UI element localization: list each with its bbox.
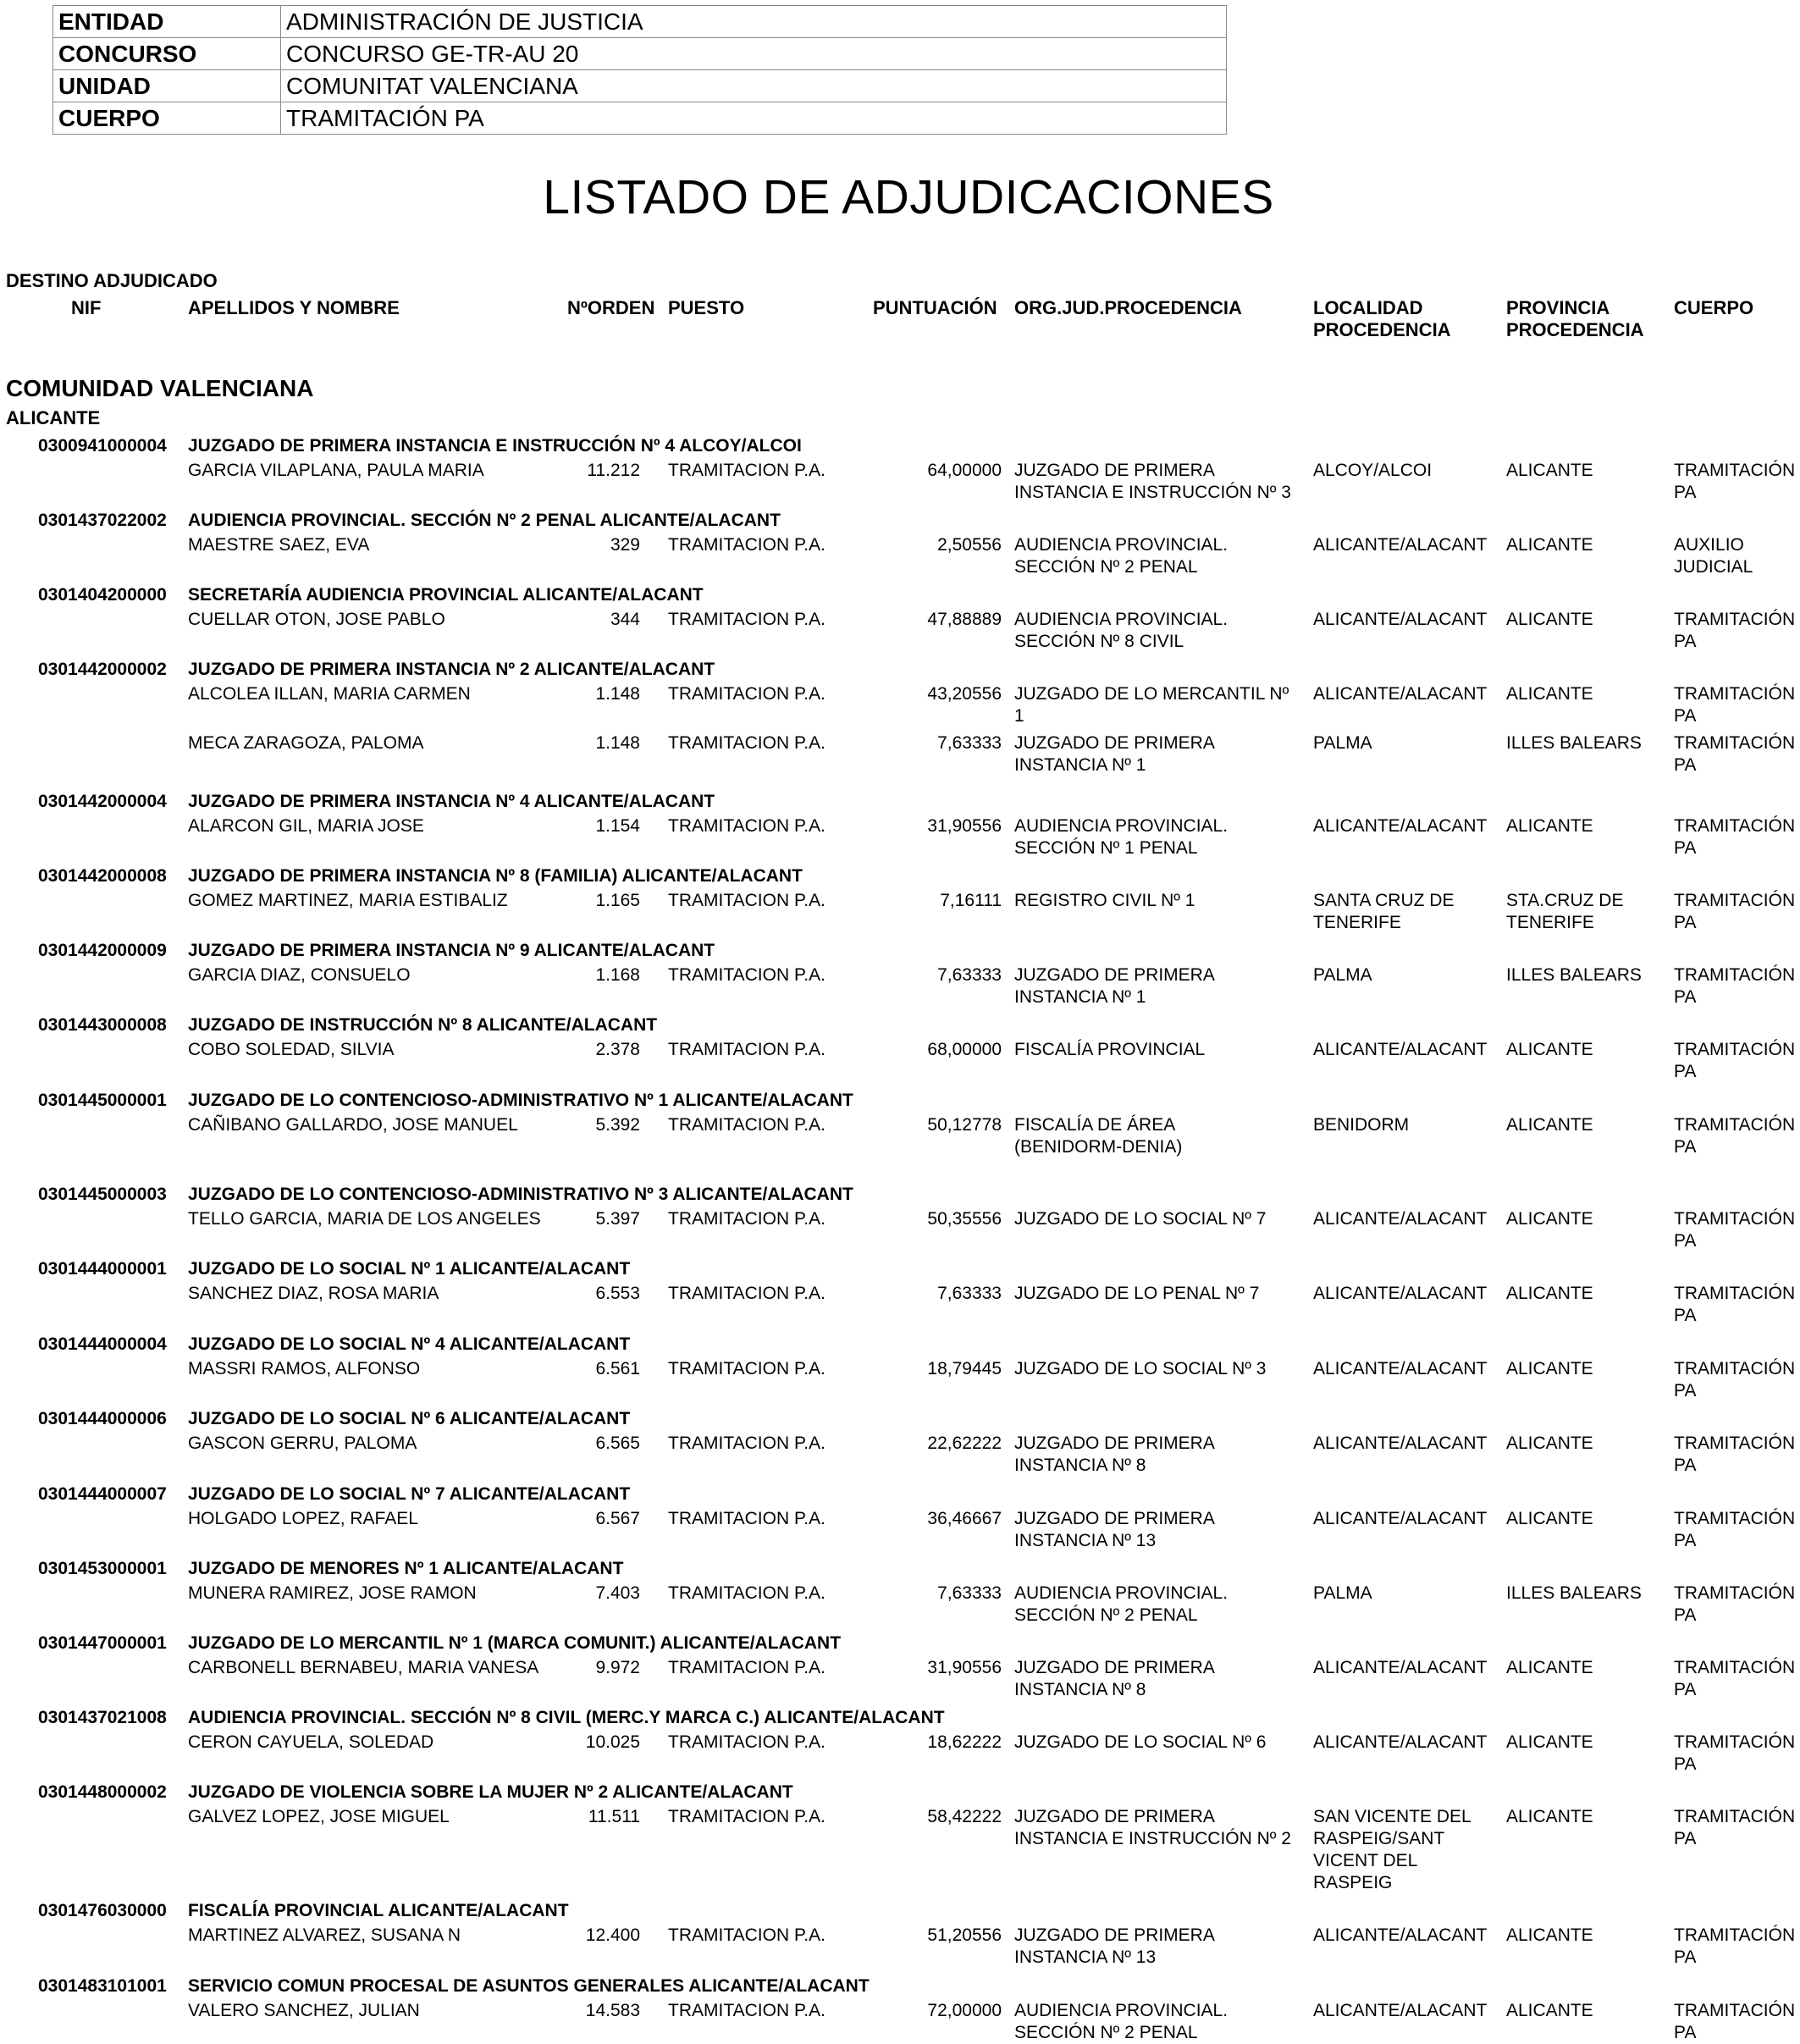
group-code: 0301437021008 (38, 1708, 167, 1727)
row-localidad: ALICANTE/ALACANT (1313, 1925, 1488, 1945)
group-name: JUZGADO DE MENORES Nº 1 ALICANTE/ALACANT (188, 1559, 624, 1578)
group-name: JUZGADO DE PRIMERA INSTANCIA Nº 4 ALICANTE/ALACANT (188, 792, 715, 811)
row-orden: 6.565 (595, 1434, 640, 1453)
row-nombre: ALCOLEA ILLAN, MARIA CARMEN (188, 684, 471, 704)
row-orden: 14.583 (585, 2001, 640, 2020)
row-localidad: ALICANTE/ALACANT (1313, 535, 1488, 555)
row-orden: 10.025 (585, 1732, 640, 1752)
row-localidad: ALICANTE/ALACANT (1313, 1434, 1488, 1453)
row-puntuacion: 50,35556 (927, 1209, 1002, 1229)
row-provincia: ILLES BALEARS (1506, 1583, 1642, 1603)
row-orden: 2.378 (595, 1040, 640, 1059)
row-cuerpo: TRAMITACIÓN PA (1674, 1115, 1796, 1157)
row-nombre: GALVEZ LOPEZ, JOSE MIGUEL (188, 1807, 450, 1826)
group-name: JUZGADO DE LO MERCANTIL Nº 1 (MARCA COMUNIT.) ALICANTE/ALACANT (188, 1633, 842, 1653)
row-cuerpo: TRAMITACIÓN PA (1674, 1434, 1796, 1475)
row-puntuacion: 36,46667 (927, 1509, 1002, 1528)
row-org-procedencia: JUZGADO DE PRIMERA INSTANCIA E INSTRUCCIÓN Nº 3 (1014, 461, 1291, 502)
row-org-procedencia: JUZGADO DE PRIMERA INSTANCIA Nº 13 (1014, 1925, 1215, 1967)
header-value: COMUNITAT VALENCIANA (281, 70, 1227, 102)
row-provincia: ALICANTE (1506, 816, 1593, 836)
group-code: 0301444000001 (38, 1259, 167, 1279)
header-row (53, 102, 1227, 135)
row-orden: 6.553 (595, 1284, 640, 1303)
row-provincia: ALICANTE (1506, 1434, 1593, 1453)
row-localidad: ALICANTE/ALACANT (1313, 1359, 1488, 1378)
row-provincia: ALICANTE (1506, 1732, 1593, 1752)
row-org-procedencia: JUZGADO DE PRIMERA INSTANCIA Nº 8 (1014, 1434, 1215, 1475)
row-provincia: ALICANTE (1506, 535, 1593, 555)
row-puesto: TRAMITACION P.A. (668, 1583, 825, 1603)
group-code: 0301442000002 (38, 660, 167, 679)
row-orden: 344 (610, 610, 640, 629)
row-org-procedencia: JUZGADO DE PRIMERA INSTANCIA E INSTRUCCIÓN Nº 2 (1014, 1807, 1291, 1848)
row-puesto: TRAMITACION P.A. (668, 1925, 825, 1945)
row-localidad: ALICANTE/ALACANT (1313, 684, 1488, 704)
row-provincia: ALICANTE (1506, 1807, 1593, 1826)
row-cuerpo: TRAMITACIÓN PA (1674, 1209, 1796, 1251)
row-puesto: TRAMITACION P.A. (668, 1209, 825, 1229)
column-header-puntuacion: PUNTUACIÓN (873, 297, 997, 318)
row-puesto: TRAMITACION P.A. (668, 1040, 825, 1059)
row-puesto: TRAMITACION P.A. (668, 1732, 825, 1752)
group-code: 0301476030000 (38, 1901, 167, 1920)
row-puesto: TRAMITACION P.A. (668, 816, 825, 836)
row-nombre: MAESTRE SAEZ, EVA (188, 535, 370, 555)
row-localidad: ALCOY/ALCOI (1313, 461, 1433, 480)
row-cuerpo: AUXILIO JUDICIAL (1674, 535, 1753, 577)
group-name: AUDIENCIA PROVINCIAL. SECCIÓN Nº 2 PENAL ALICANTE/ALACANT (188, 511, 781, 530)
row-puntuacion: 18,79445 (927, 1359, 1002, 1378)
group-name: JUZGADO DE PRIMERA INSTANCIA Nº 9 ALICANTE/ALACANT (188, 941, 715, 960)
row-cuerpo: TRAMITACIÓN PA (1674, 891, 1796, 932)
row-puntuacion: 7,63333 (937, 1284, 1002, 1303)
row-nombre: MUNERA RAMIREZ, JOSE RAMON (188, 1583, 477, 1603)
row-localidad: ALICANTE/ALACANT (1313, 610, 1488, 629)
column-header-nif: NIF (71, 297, 102, 318)
row-provincia: ALICANTE (1506, 1359, 1593, 1378)
row-localidad: ALICANTE/ALACANT (1313, 2001, 1488, 2020)
row-org-procedencia: JUZGADO DE LO MERCANTIL Nº 1 (1014, 684, 1289, 726)
group-code: 0301445000001 (38, 1091, 167, 1110)
row-orden: 1.148 (595, 684, 640, 704)
group-code: 0301483101001 (38, 1976, 167, 1996)
row-org-procedencia: JUZGADO DE LO PENAL Nº 7 (1014, 1284, 1260, 1303)
row-org-procedencia: JUZGADO DE PRIMERA INSTANCIA Nº 1 (1014, 733, 1215, 775)
row-localidad: ALICANTE/ALACANT (1313, 1658, 1488, 1677)
province-heading: ALICANTE (6, 407, 101, 428)
group-code: 0301442000004 (38, 792, 167, 811)
row-provincia: ALICANTE (1506, 1925, 1593, 1945)
row-provincia: STA.CRUZ DE TENERIFE (1506, 891, 1624, 932)
row-puntuacion: 50,12778 (927, 1115, 1002, 1135)
row-cuerpo: TRAMITACIÓN PA (1674, 461, 1796, 502)
row-puesto: TRAMITACION P.A. (668, 1284, 825, 1303)
row-puntuacion: 51,20556 (927, 1925, 1002, 1945)
header-value: ADMINISTRACIÓN DE JUSTICIA (281, 6, 1227, 38)
row-localidad: PALMA (1313, 733, 1372, 753)
group-name: JUZGADO DE INSTRUCCIÓN Nº 8 ALICANTE/ALACANT (188, 1015, 658, 1035)
row-cuerpo: TRAMITACIÓN PA (1674, 733, 1796, 775)
row-puntuacion: 64,00000 (927, 461, 1002, 480)
row-puesto: TRAMITACION P.A. (668, 461, 825, 480)
row-puntuacion: 58,42222 (927, 1807, 1002, 1826)
row-orden: 11.511 (588, 1807, 640, 1826)
header-label: UNIDAD (53, 70, 281, 102)
row-cuerpo: TRAMITACIÓN PA (1674, 2001, 1796, 2042)
group-code: 0301442000008 (38, 866, 167, 886)
row-cuerpo: TRAMITACIÓN PA (1674, 1040, 1796, 1081)
group-name: JUZGADO DE PRIMERA INSTANCIA Nº 8 (FAMILIA) ALICANTE/ALACANT (188, 866, 803, 886)
column-header-localidad: LOCALIDAD PROCEDENCIA (1313, 297, 1451, 340)
row-nombre: GARCIA DIAZ, CONSUELO (188, 965, 411, 985)
row-orden: 12.400 (585, 1925, 640, 1945)
group-code: 0301448000002 (38, 1782, 167, 1802)
row-puntuacion: 2,50556 (937, 535, 1002, 555)
row-org-procedencia: AUDIENCIA PROVINCIAL. SECCIÓN Nº 2 PENAL (1014, 1583, 1229, 1625)
row-puesto: TRAMITACION P.A. (668, 1115, 825, 1135)
row-puesto: TRAMITACION P.A. (668, 535, 825, 555)
row-puntuacion: 43,20556 (927, 684, 1002, 704)
row-cuerpo: TRAMITACIÓN PA (1674, 1658, 1796, 1699)
group-code: 0301442000009 (38, 941, 167, 960)
row-localidad: ALICANTE/ALACANT (1313, 816, 1488, 836)
row-puesto: TRAMITACION P.A. (668, 684, 825, 704)
row-puesto: TRAMITACION P.A. (668, 1434, 825, 1453)
row-localidad: ALICANTE/ALACANT (1313, 1732, 1488, 1752)
row-orden: 11.212 (587, 461, 640, 480)
row-orden: 5.392 (595, 1115, 640, 1135)
row-cuerpo: TRAMITACIÓN PA (1674, 965, 1796, 1007)
row-nombre: CERON CAYUELA, SOLEDAD (188, 1732, 434, 1752)
row-nombre: SANCHEZ DIAZ, ROSA MARIA (188, 1284, 439, 1303)
row-puntuacion: 68,00000 (927, 1040, 1002, 1059)
header-row (53, 70, 1227, 102)
group-code: 0301453000001 (38, 1559, 167, 1578)
header-label: CUERPO (53, 102, 281, 135)
row-nombre: GASCON GERRU, PALOMA (188, 1434, 417, 1453)
row-provincia: ALICANTE (1506, 1115, 1593, 1135)
group-name: SERVICIO COMUN PROCESAL DE ASUNTOS GENERALES ALICANTE/ALACANT (188, 1976, 870, 1996)
row-nombre: ALARCON GIL, MARIA JOSE (188, 816, 424, 836)
row-org-procedencia: AUDIENCIA PROVINCIAL. SECCIÓN Nº 8 CIVIL (1014, 610, 1229, 651)
row-cuerpo: TRAMITACIÓN PA (1674, 1807, 1796, 1848)
row-orden: 6.561 (595, 1359, 640, 1378)
row-nombre: COBO SOLEDAD, SILVIA (188, 1040, 395, 1059)
header-row (53, 6, 1227, 38)
group-code: 0301443000008 (38, 1015, 167, 1035)
row-localidad: PALMA (1313, 1583, 1372, 1603)
row-provincia: ALICANTE (1506, 684, 1593, 704)
row-provincia: ILLES BALEARS (1506, 965, 1642, 985)
header-value: TRAMITACIÓN PA (281, 102, 1227, 135)
row-nombre: MECA ZARAGOZA, PALOMA (188, 733, 424, 753)
row-org-procedencia: REGISTRO CIVIL Nº 1 (1014, 891, 1195, 910)
row-org-procedencia: JUZGADO DE PRIMERA INSTANCIA Nº 1 (1014, 965, 1215, 1007)
row-provincia: ILLES BALEARS (1506, 733, 1642, 753)
row-puesto: TRAMITACION P.A. (668, 733, 825, 753)
group-name: JUZGADO DE LO SOCIAL Nº 6 ALICANTE/ALACANT (188, 1409, 631, 1428)
row-orden: 6.567 (595, 1509, 640, 1528)
row-puesto: TRAMITACION P.A. (668, 2001, 825, 2020)
group-name: AUDIENCIA PROVINCIAL. SECCIÓN Nº 8 CIVIL (MERC.Y MARCA C.) ALICANTE/ALACANT (188, 1708, 945, 1727)
row-org-procedencia: JUZGADO DE LO SOCIAL Nº 6 (1014, 1732, 1267, 1752)
column-header-cuerpo: CUERPO (1674, 297, 1754, 318)
row-puntuacion: 7,63333 (937, 1583, 1002, 1603)
header-table (52, 5, 1227, 135)
row-nombre: CAÑIBANO GALLARDO, JOSE MANUEL (188, 1115, 518, 1135)
row-puntuacion: 7,63333 (937, 733, 1002, 753)
row-puntuacion: 31,90556 (927, 1658, 1002, 1677)
row-nombre: CUELLAR OTON, JOSE PABLO (188, 610, 445, 629)
row-nombre: TELLO GARCIA, MARIA DE LOS ANGELES (188, 1209, 541, 1229)
group-name: JUZGADO DE LO SOCIAL Nº 4 ALICANTE/ALACANT (188, 1334, 631, 1354)
row-orden: 1.168 (595, 965, 640, 985)
row-cuerpo: TRAMITACIÓN PA (1674, 1583, 1796, 1625)
group-code: 0301444000004 (38, 1334, 167, 1354)
row-nombre: GOMEZ MARTINEZ, MARIA ESTIBALIZ (188, 891, 508, 910)
row-puntuacion: 72,00000 (927, 2001, 1002, 2020)
region-heading: COMUNIDAD VALENCIANA (6, 375, 314, 401)
row-provincia: ALICANTE (1506, 2001, 1593, 2020)
row-puntuacion: 7,16111 (940, 891, 1002, 910)
row-provincia: ALICANTE (1506, 1209, 1593, 1229)
row-nombre: MARTINEZ ALVAREZ, SUSANA N (188, 1925, 461, 1945)
row-provincia: ALICANTE (1506, 610, 1593, 629)
row-puesto: TRAMITACION P.A. (668, 1658, 825, 1677)
row-orden: 5.397 (595, 1209, 640, 1229)
row-org-procedencia: AUDIENCIA PROVINCIAL. SECCIÓN Nº 2 PENAL (1014, 2001, 1229, 2042)
row-localidad: ALICANTE/ALACANT (1313, 1509, 1488, 1528)
row-org-procedencia: JUZGADO DE PRIMERA INSTANCIA Nº 13 (1014, 1509, 1215, 1550)
group-name: JUZGADO DE LO CONTENCIOSO-ADMINISTRATIVO Nº 1 ALICANTE/ALACANT (188, 1091, 853, 1110)
row-orden: 9.972 (595, 1658, 640, 1677)
row-orden: 1.154 (595, 816, 640, 836)
row-puesto: TRAMITACION P.A. (668, 965, 825, 985)
row-provincia: ALICANTE (1506, 461, 1593, 480)
row-org-procedencia: JUZGADO DE PRIMERA INSTANCIA Nº 8 (1014, 1658, 1215, 1699)
row-localidad: ALICANTE/ALACANT (1313, 1284, 1488, 1303)
row-cuerpo: TRAMITACIÓN PA (1674, 610, 1796, 651)
row-nombre: HOLGADO LOPEZ, RAFAEL (188, 1509, 418, 1528)
row-org-procedencia: JUZGADO DE LO SOCIAL Nº 3 (1014, 1359, 1267, 1378)
row-orden: 1.148 (595, 733, 640, 753)
row-cuerpo: TRAMITACIÓN PA (1674, 1509, 1796, 1550)
row-provincia: ALICANTE (1506, 1509, 1593, 1528)
group-name: JUZGADO DE PRIMERA INSTANCIA E INSTRUCCIÓN Nº 4 ALCOY/ALCOI (188, 436, 802, 456)
row-org-procedencia: AUDIENCIA PROVINCIAL. SECCIÓN Nº 1 PENAL (1014, 816, 1229, 858)
row-puntuacion: 47,88889 (927, 610, 1002, 629)
row-org-procedencia: FISCALÍA PROVINCIAL (1014, 1040, 1206, 1059)
group-code: 0301445000003 (38, 1185, 167, 1204)
group-code: 0301404200000 (38, 585, 167, 605)
column-header-org: ORG.JUD.PROCEDENCIA (1014, 297, 1242, 318)
column-header-nombre: APELLIDOS Y NOMBRE (188, 297, 400, 318)
column-header-provincia: PROVINCIA PROCEDENCIA (1506, 297, 1644, 340)
group-name: SECRETARÍA AUDIENCIA PROVINCIAL ALICANTE/ALACANT (188, 585, 704, 605)
row-cuerpo: TRAMITACIÓN PA (1674, 1284, 1796, 1325)
row-nombre: CARBONELL BERNABEU, MARIA VANESA (188, 1658, 539, 1677)
row-puesto: TRAMITACION P.A. (668, 610, 825, 629)
group-code: 0300941000004 (38, 436, 167, 456)
row-puesto: TRAMITACION P.A. (668, 1359, 825, 1378)
header-row (53, 38, 1227, 70)
row-cuerpo: TRAMITACIÓN PA (1674, 1359, 1796, 1400)
row-nombre: GARCIA VILAPLANA, PAULA MARIA (188, 461, 484, 480)
group-name: JUZGADO DE LO SOCIAL Nº 1 ALICANTE/ALACANT (188, 1259, 631, 1279)
row-puntuacion: 22,62222 (927, 1434, 1002, 1453)
row-localidad: PALMA (1313, 965, 1372, 985)
row-provincia: ALICANTE (1506, 1284, 1593, 1303)
group-code: 0301437022002 (38, 511, 167, 530)
row-cuerpo: TRAMITACIÓN PA (1674, 1925, 1796, 1967)
row-localidad: SANTA CRUZ DE TENERIFE (1313, 891, 1455, 932)
row-cuerpo: TRAMITACIÓN PA (1674, 1732, 1796, 1774)
group-code: 0301444000006 (38, 1409, 167, 1428)
row-org-procedencia: FISCALÍA DE ÁREA (BENIDORM-DENIA) (1014, 1115, 1183, 1157)
group-name: JUZGADO DE PRIMERA INSTANCIA Nº 2 ALICANTE/ALACANT (188, 660, 715, 679)
group-name: JUZGADO DE VIOLENCIA SOBRE LA MUJER Nº 2 ALICANTE/ALACANT (188, 1782, 793, 1802)
group-name: JUZGADO DE LO CONTENCIOSO-ADMINISTRATIVO Nº 3 ALICANTE/ALACANT (188, 1185, 853, 1204)
row-localidad: ALICANTE/ALACANT (1313, 1040, 1488, 1059)
group-code: 0301444000007 (38, 1484, 167, 1504)
group-code: 0301447000001 (38, 1633, 167, 1653)
column-header-orden: NºORDEN (567, 297, 655, 318)
row-orden: 7.403 (595, 1583, 640, 1603)
row-puntuacion: 18,62222 (927, 1732, 1002, 1752)
row-nombre: VALERO SANCHEZ, JULIAN (188, 2001, 420, 2020)
row-org-procedencia: JUZGADO DE LO SOCIAL Nº 7 (1014, 1209, 1267, 1229)
page-title: LISTADO DE ADJUDICACIONES (543, 170, 1274, 224)
row-puesto: TRAMITACION P.A. (668, 1509, 825, 1528)
row-puntuacion: 7,63333 (937, 965, 1002, 985)
row-localidad: SAN VICENTE DEL RASPEIG/SANT VICENT DEL RASPEIG (1313, 1807, 1471, 1892)
group-name: JUZGADO DE LO SOCIAL Nº 7 ALICANTE/ALACANT (188, 1484, 631, 1504)
row-puntuacion: 31,90556 (927, 816, 1002, 836)
row-localidad: ALICANTE/ALACANT (1313, 1209, 1488, 1229)
row-cuerpo: TRAMITACIÓN PA (1674, 816, 1796, 858)
row-cuerpo: TRAMITACIÓN PA (1674, 684, 1796, 726)
row-orden: 1.165 (595, 891, 640, 910)
destino-adjudicado-label: DESTINO ADJUDICADO (6, 270, 218, 291)
row-puesto: TRAMITACION P.A. (668, 891, 825, 910)
row-orden: 329 (610, 535, 640, 555)
row-provincia: ALICANTE (1506, 1040, 1593, 1059)
column-header-puesto: PUESTO (668, 297, 745, 318)
row-localidad: BENIDORM (1313, 1115, 1410, 1135)
row-provincia: ALICANTE (1506, 1658, 1593, 1677)
row-puesto: TRAMITACION P.A. (668, 1807, 825, 1826)
row-org-procedencia: AUDIENCIA PROVINCIAL. SECCIÓN Nº 2 PENAL (1014, 535, 1229, 577)
header-label: ENTIDAD (53, 6, 281, 38)
group-name: FISCALÍA PROVINCIAL ALICANTE/ALACANT (188, 1901, 569, 1920)
header-value: CONCURSO GE-TR-AU 20 (281, 38, 1227, 70)
header-label: CONCURSO (53, 38, 281, 70)
row-nombre: MASSRI RAMOS, ALFONSO (188, 1359, 421, 1378)
